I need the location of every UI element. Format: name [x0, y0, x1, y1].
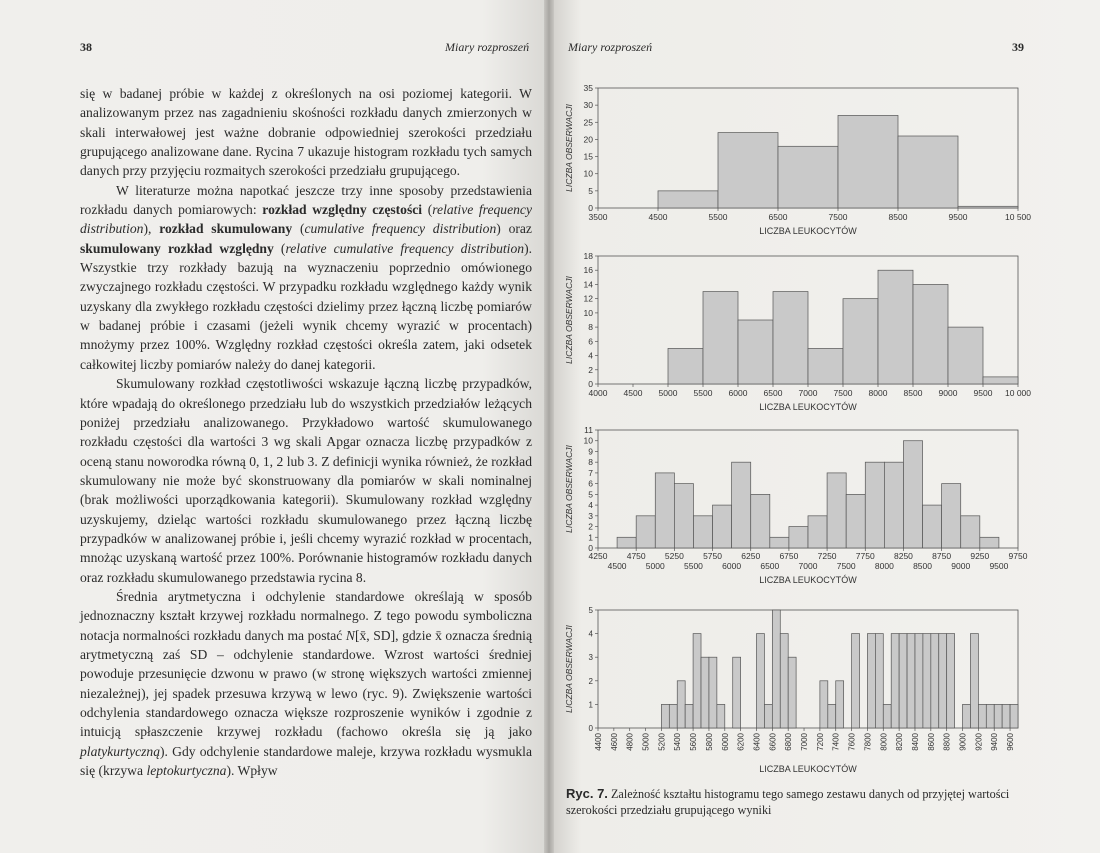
y-tick-label: 35	[583, 83, 593, 93]
histogram-bar	[701, 657, 709, 728]
histogram-bar	[808, 516, 827, 548]
y-tick-label: 6	[588, 336, 593, 347]
y-tick-label: 25	[583, 117, 593, 128]
x-tick-label: 6500	[768, 212, 788, 222]
x-tick-label: 8000	[868, 388, 888, 398]
x-tick-label: 6000	[720, 733, 730, 751]
y-tick-label: 4	[588, 350, 593, 361]
histogram-bar	[913, 284, 948, 384]
text-run: (	[422, 202, 433, 218]
y-tick-label: 9	[588, 446, 593, 457]
x-tick-label: 6400	[752, 733, 762, 751]
x-tick-label: 5200	[657, 733, 667, 751]
histogram-bar	[756, 634, 764, 728]
x-tick-label: 6500	[760, 561, 780, 571]
y-tick-label: 5	[588, 606, 593, 615]
x-tick-label: 7800	[863, 733, 873, 751]
x-tick-label: 8250	[893, 551, 913, 561]
text-run: ) oraz	[496, 221, 532, 237]
running-head-left: Miary rozproszeń	[445, 40, 530, 54]
y-tick-label: 18	[583, 251, 593, 261]
x-tick-label: 5750	[703, 551, 723, 561]
y-tick-label: 8	[588, 322, 593, 333]
x-tick-label: 5500	[693, 388, 713, 398]
histogram-bar	[693, 516, 712, 548]
x-tick-label: 5000	[645, 561, 665, 571]
histogram-bar	[828, 704, 836, 728]
x-tick-label: 9500	[989, 561, 1009, 571]
histogram-bar	[713, 505, 732, 548]
x-tick-label: 8200	[895, 733, 905, 751]
histogram-bar	[875, 634, 883, 728]
x-tick-label: 6800	[784, 733, 794, 751]
y-tick-label: 12	[583, 293, 593, 304]
histogram-bar	[961, 516, 980, 548]
running-head-right: Miary rozproszeń	[568, 40, 653, 54]
histogram-bar	[994, 704, 1002, 728]
x-tick-label: 7600	[847, 733, 857, 751]
x-tick-label: 7250	[817, 551, 837, 561]
text-run: (	[273, 240, 286, 256]
y-tick-label: 4	[588, 629, 593, 639]
bold-term: rozkład względny częstości	[262, 202, 423, 218]
y-axis-label: LICZBA OBSERWACJI	[564, 276, 574, 364]
histogram-bar	[907, 634, 915, 728]
histogram-bar	[986, 704, 994, 728]
y-tick-label: 10	[583, 168, 593, 179]
y-tick-label: 10	[583, 307, 593, 318]
x-tick-label: 9750	[1008, 551, 1028, 561]
histogram-bar	[865, 462, 884, 548]
y-tick-label: 3	[588, 510, 593, 521]
histogram-bar	[764, 704, 772, 728]
x-tick-label: 9250	[970, 551, 990, 561]
italic-term: platykurtyczną	[80, 743, 161, 759]
histogram-bar	[636, 516, 655, 548]
x-tick-label: 9000	[958, 733, 968, 751]
x-tick-label: 7400	[831, 733, 841, 751]
histogram-bar	[655, 473, 674, 548]
histogram-bar	[772, 610, 780, 728]
y-tick-label: 4	[588, 500, 593, 511]
x-tick-label: 8800	[942, 733, 952, 751]
x-tick-label: 6750	[779, 551, 799, 561]
x-tick-label: 5000	[641, 733, 651, 751]
paragraph	[80, 84, 532, 181]
x-tick-label: 7200	[815, 733, 825, 751]
text-run: ). Wszystkie trzy rozkłady bazują na wyznaczeniu poprzednio omówionego zwyczajnego rozkładu częstości. W przypadku rozkładu względnego każdy wynik uzyskany dla zwykłego rozkładu częstości dzielimy przez łączną liczbę pomiarów w badanej próbie i czasami (jeżeli wynik chcemy wyrazić w procentach) mnożymy przez 100%. Względny rozkład częstości określa zatem, jaki odsetek całkowitej liczby pomiarów należy do danej kategorii.	[80, 240, 532, 372]
histogram-bar	[947, 634, 955, 728]
text-run: się w badanej próbie w każdej z określonych na osi poziomej kategorii. W analizowanym przez nas zagadnieniu skośności rozkładu danych zmierzonych w skali interwałowej jest ważne dobranie odpowiedniej szerokości przedziału grupującego analizowane dane. Rycina 7 ukazuje histogram rozkładu tych samych danych przy przyjęciu rozmaitych szerokości przedziału grupującego.	[80, 86, 532, 179]
x-tick-label: 4750	[626, 551, 646, 561]
histogram-bar	[732, 462, 751, 548]
histogram-bar	[780, 634, 788, 728]
italic-term: relative frequency distribution	[80, 202, 532, 237]
histogram-bar	[770, 537, 789, 548]
y-tick-label: 16	[583, 265, 593, 276]
histogram-bar	[661, 704, 669, 728]
y-tick-label: 3	[588, 653, 593, 663]
histogram-bar	[970, 634, 978, 728]
y-tick-label: 2	[588, 521, 593, 532]
histogram-bar	[867, 634, 875, 728]
histogram-bar	[674, 484, 693, 548]
x-tick-label: 7750	[855, 551, 875, 561]
histogram-3	[558, 424, 1028, 604]
y-axis-label: LICZBA OBSERWACJI	[564, 445, 574, 533]
histogram-bar	[915, 634, 923, 728]
paragraph	[80, 181, 532, 374]
text-run: ). Wpływ	[226, 763, 278, 779]
x-tick-label: 7500	[833, 388, 853, 398]
x-axis-label: LICZBA LEUKOCYTÓW	[759, 575, 857, 585]
x-tick-label: 4250	[588, 551, 608, 561]
x-tick-label: 5400	[673, 733, 683, 751]
x-axis-label: LICZBA LEUKOCYTÓW	[759, 226, 857, 236]
y-tick-label: 0	[588, 724, 593, 733]
italic-term: N	[345, 627, 355, 643]
bold-term: skumulowany rozkład względny	[80, 240, 274, 256]
caption-label: Ryc. 7.	[566, 786, 608, 801]
histogram-bar	[963, 704, 971, 728]
x-tick-label: 5800	[704, 733, 714, 751]
histogram-bar	[958, 206, 1018, 208]
histogram-2	[558, 248, 1031, 448]
x-tick-label: 4000	[588, 388, 608, 398]
y-tick-label: 0	[588, 543, 593, 553]
histogram-bar	[978, 704, 986, 728]
histogram-bar	[773, 292, 808, 384]
x-tick-label: 5250	[664, 551, 684, 561]
text-run: W literaturze można napotkać jeszcze trzy inne sposoby przedstawienia rozkładu danych pomiarowych:	[80, 182, 532, 218]
x-tick-label: 9500	[948, 212, 968, 222]
x-tick-label: 7500	[828, 212, 848, 222]
y-tick-label: 30	[583, 100, 593, 111]
caption-text: Zależność kształtu histogramu tego samego zestawu danych od przyjętej wartości szerokości przedziału grupującego wyniki	[566, 787, 1010, 817]
x-tick-label: 8750	[932, 551, 952, 561]
x-tick-label: 6000	[728, 388, 748, 398]
histogram-bar	[751, 494, 770, 548]
x-tick-label: 10 500	[1005, 212, 1031, 222]
x-tick-label: 9400	[990, 733, 1000, 751]
x-tick-label: 3500	[588, 212, 608, 222]
x-tick-label: 9000	[938, 388, 958, 398]
y-tick-label: 5	[588, 185, 593, 196]
y-tick-label: 0	[588, 379, 593, 389]
x-tick-label: 6500	[763, 388, 783, 398]
histogram-bar	[693, 634, 701, 728]
book-gutter	[544, 0, 554, 853]
x-tick-label: 7000	[798, 388, 818, 398]
y-tick-label: 11	[584, 425, 593, 435]
x-tick-label: 7500	[836, 561, 856, 571]
histogram-bar	[942, 484, 961, 548]
x-tick-label: 8400	[910, 733, 920, 751]
x-tick-label: 4500	[607, 561, 627, 571]
x-tick-label: 9500	[973, 388, 993, 398]
histogram-bar	[788, 657, 796, 728]
histogram-bar	[733, 657, 741, 728]
paragraph	[80, 587, 532, 780]
text-run: [x̄, SD], gdzie x̄ oznacza średnią arytmetyczną zaś SD – odchylenie standardowe. Wzrost wartości średniej powoduje przesunięcie dzwonu w prawo (w stronę większych wartości zmiennej niezależnej), jej spadek przesuwa krzywą w lewo (ryc. 9). Zwiększenie wartości odchylenia standardowego oznacza większe rozproszenie wyników i zgodnie z intuicją spłaszczenie krzywej rozkładu (fachowo określa się ją jako	[80, 627, 532, 740]
y-tick-label: 10	[583, 435, 593, 446]
histogram-bar	[899, 634, 907, 728]
x-tick-label: 6000	[722, 561, 742, 571]
histogram-bar	[617, 537, 636, 548]
histogram-bar	[808, 348, 843, 384]
histogram-bar	[883, 704, 891, 728]
left-page	[0, 0, 548, 853]
histogram-bar	[668, 348, 703, 384]
text-run: ),	[143, 221, 160, 237]
histogram-bar	[846, 494, 865, 548]
x-tick-label: 5500	[708, 212, 728, 222]
y-tick-label: 7	[588, 467, 593, 478]
histogram-bar	[685, 704, 693, 728]
y-tick-label: 20	[583, 134, 593, 145]
histogram-bar	[843, 299, 878, 384]
x-tick-label: 4600	[609, 733, 619, 751]
histogram-bar	[709, 657, 717, 728]
x-tick-label: 8000	[879, 733, 889, 751]
italic-term: relative cumulative frequency distribution	[285, 240, 525, 256]
x-tick-label: 9200	[974, 733, 984, 751]
bold-term: rozkład skumulowany	[159, 221, 293, 237]
body-text	[80, 84, 532, 780]
x-tick-label: 9000	[951, 561, 971, 571]
x-tick-label: 8500	[913, 561, 933, 571]
text-run: Skumulowany rozkład częstotliwości wskazuje łączną liczbę przypadków, które wpadają do określonego przedziału lub do wszystkich przedziałów leżących poniżej przedziału analizowanego. Przykładowo wartość skumulowanego rozkładu częstości dla wartości 3 wg skali Apgar oznacza liczbę przypadków z oceną stanu noworodka równą 0, 1, 2 lub 3. Z definicji wynika również, że rozkład skumulowany nie może być skonstruowany dla pomiarów w skali nominalnej (brak możliwości uporządkowania kategorii). Skumulowany rozkład względny uzyskujemy, dzieląc wartości rozkładu skumulowanego przez łączną liczbę przypadków w analizowanej próbie i, jeśli chcemy wyrazić rozkład w procentach, mnożąc uzyskaną wartość przez 100%. Porównanie histogramów rozkładu danych oraz rozkładu skumulowanego przedstawia rycina 8.	[80, 376, 532, 585]
histogram-bar	[789, 527, 808, 548]
x-tick-label: 6250	[741, 551, 761, 561]
y-tick-label: 0	[588, 203, 593, 213]
page-number-right: 39	[1012, 40, 1024, 54]
italic-term: cumulative frequency distribution	[304, 221, 497, 237]
histogram-bar	[838, 115, 898, 208]
histogram-bar	[983, 377, 1018, 384]
histogram-bar	[903, 441, 922, 548]
histogram-bar	[891, 634, 899, 728]
histogram-4	[558, 604, 1028, 784]
x-tick-label: 8000	[874, 561, 894, 571]
histogram-bar	[923, 505, 942, 548]
histogram-bar	[738, 320, 773, 384]
page-number-left: 38	[80, 40, 92, 54]
histogram-bar	[669, 704, 677, 728]
text-run: (	[292, 221, 305, 237]
x-tick-label: 5500	[683, 561, 703, 571]
x-tick-label: 4400	[594, 733, 603, 751]
x-tick-label: 8600	[926, 733, 936, 751]
histogram-bar	[852, 634, 860, 728]
x-tick-label: 9600	[1006, 733, 1016, 751]
histogram-bar	[878, 270, 913, 384]
histogram-bar	[778, 146, 838, 208]
x-tick-label: 5600	[689, 733, 699, 751]
plot-frame	[598, 610, 1018, 728]
x-tick-label: 4800	[625, 733, 635, 751]
histogram-bar	[980, 537, 999, 548]
y-tick-label: 14	[583, 279, 593, 290]
histogram-bar	[820, 681, 828, 728]
x-axis-label: LICZBA LEUKOCYTÓW	[759, 764, 857, 774]
y-axis-label: LICZBA OBSERWACJI	[564, 625, 574, 713]
y-tick-label: 2	[588, 364, 593, 375]
histogram-bar	[1002, 704, 1010, 728]
y-axis-label: LICZBA OBSERWACJI	[564, 104, 574, 192]
y-tick-label: 15	[583, 151, 593, 162]
histogram-bar	[703, 292, 738, 384]
y-tick-label: 2	[588, 676, 593, 686]
x-tick-label: 5000	[658, 388, 678, 398]
y-tick-label: 8	[588, 457, 593, 468]
text-run: ). Gdy odchylenie standardowe maleje, krzywa rozkładu wysmukla się (krzywa	[80, 743, 532, 779]
x-tick-label: 4500	[623, 388, 643, 398]
paragraph	[80, 374, 532, 587]
figure-caption	[566, 786, 1036, 818]
y-tick-label: 6	[588, 478, 593, 489]
x-tick-label: 6600	[768, 733, 778, 751]
text-run: Średnia arytmetyczna i odchylenie standardowe określają w sposób jednoznaczny kształt krzywej rozkładu normalnego. Z tego powodu symboliczna notacja normalności rozkładu danych ma postać	[80, 588, 532, 643]
x-tick-label: 7000	[798, 561, 818, 571]
x-tick-label: 10 000	[1005, 388, 1031, 398]
histogram-bar	[1010, 704, 1018, 728]
histogram-bar	[836, 681, 844, 728]
x-axis-label: LICZBA LEUKOCYTÓW	[759, 402, 857, 412]
histogram-bar	[898, 136, 958, 208]
y-tick-label: 1	[588, 532, 593, 543]
histogram-1	[558, 80, 1031, 250]
y-tick-label: 1	[588, 700, 593, 710]
histogram-bar	[827, 473, 846, 548]
histogram-bar	[677, 681, 685, 728]
x-tick-label: 6200	[736, 733, 746, 751]
histogram-bar	[948, 327, 983, 384]
histogram-bar	[884, 462, 903, 548]
histogram-bar	[923, 634, 931, 728]
x-tick-label: 7000	[800, 733, 810, 751]
histogram-bar	[718, 133, 778, 208]
italic-term: leptokurtyczna	[146, 763, 227, 779]
x-tick-label: 8500	[903, 388, 923, 398]
histogram-bar	[717, 704, 725, 728]
histogram-bar	[939, 634, 947, 728]
histogram-bar	[931, 634, 939, 728]
x-tick-label: 8500	[888, 212, 908, 222]
x-tick-label: 4500	[648, 212, 668, 222]
histogram-bar	[658, 191, 718, 208]
y-tick-label: 5	[588, 489, 593, 500]
